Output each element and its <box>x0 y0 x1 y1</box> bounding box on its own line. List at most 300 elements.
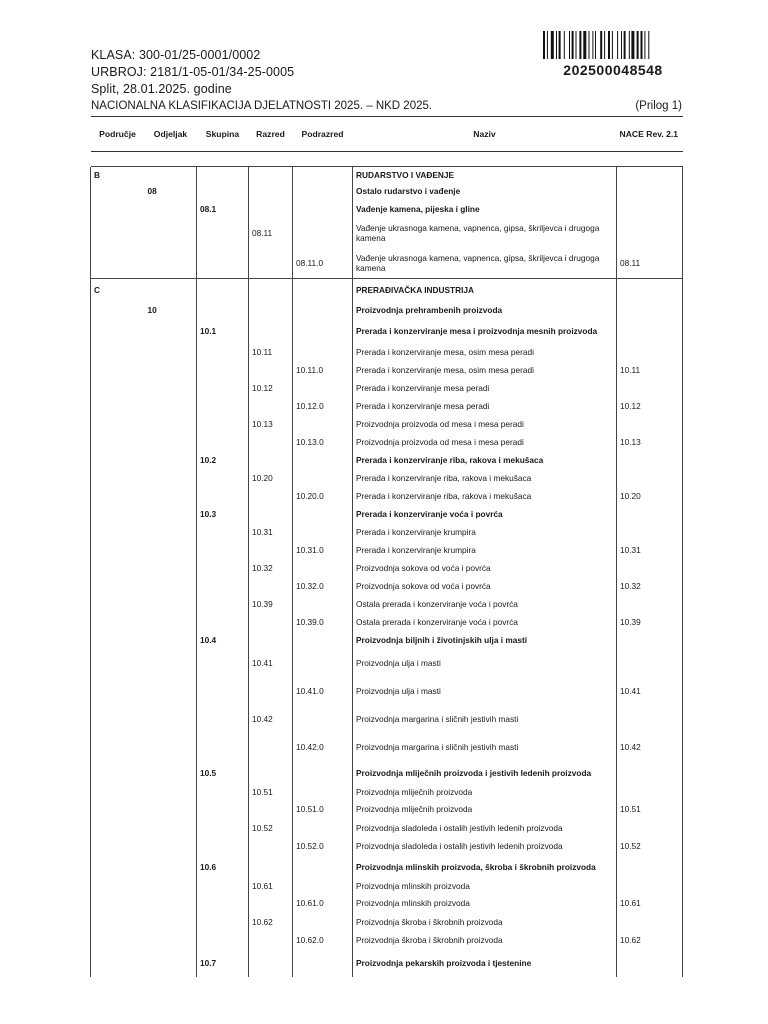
cell-podrucje <box>91 248 145 278</box>
cell-nace <box>617 218 683 248</box>
cell-razred: 10.31 <box>249 523 293 541</box>
cell-naziv: Proizvodnja ulja i masti <box>353 677 617 705</box>
cell-nace <box>617 559 683 577</box>
cell-skupina <box>197 218 249 248</box>
cell-razred <box>249 361 293 379</box>
cell-podrucje <box>91 415 145 433</box>
cell-nace: 10.42 <box>617 733 683 761</box>
cell-razred: 10.20 <box>249 469 293 487</box>
cell-naziv: Prerada i konzerviranje mesa, osim mesa peradi <box>353 361 617 379</box>
cell-skupina <box>197 613 249 631</box>
cell-nace <box>617 785 683 799</box>
cell-naziv: Ostalo rudarstvo i vađenje <box>353 182 617 200</box>
cell-podrucje <box>91 379 145 397</box>
cell-podrazred <box>293 705 353 733</box>
cell-naziv: Prerada i konzerviranje krumpira <box>353 541 617 559</box>
cell-odjeljak <box>145 785 197 799</box>
cell-odjeljak <box>145 879 197 893</box>
table-row <box>91 785 683 799</box>
cell-podrazred <box>293 343 353 361</box>
cell-naziv: Proizvodnja sokova od voća i povrća <box>353 577 617 595</box>
cell-podrazred <box>293 879 353 893</box>
cell-razred <box>249 433 293 451</box>
cell-nace: 10.11 <box>617 361 683 379</box>
cell-podrucje <box>91 785 145 799</box>
cell-razred: 08.11 <box>249 218 293 248</box>
cell-skupina <box>197 433 249 451</box>
cell-podrazred <box>293 301 353 319</box>
cell-nace: 10.61 <box>617 893 683 913</box>
cell-odjeljak <box>145 819 197 837</box>
cell-podrucje <box>91 649 145 677</box>
cell-podrazred: 10.12.0 <box>293 397 353 415</box>
cell-naziv: Vađenje ukrasnoga kamena, vapnenca, gipsa, škriljevca i drugoga kamena <box>353 218 617 248</box>
cell-odjeljak <box>145 855 197 879</box>
cell-podrucje <box>91 343 145 361</box>
cell-razred: 10.13 <box>249 415 293 433</box>
cell-podrucje <box>91 451 145 469</box>
cell-razred: 10.52 <box>249 819 293 837</box>
cell-skupina: 10.2 <box>197 451 249 469</box>
cell-odjeljak <box>145 541 197 559</box>
cell-skupina <box>197 879 249 893</box>
table-row <box>91 361 683 379</box>
cell-podrucje <box>91 879 145 893</box>
cell-razred <box>249 931 293 949</box>
table-row <box>91 167 683 182</box>
table-row <box>91 182 683 200</box>
cell-razred: 10.51 <box>249 785 293 799</box>
cell-odjeljak <box>145 649 197 677</box>
cell-skupina <box>197 301 249 319</box>
cell-nace <box>617 819 683 837</box>
cell-razred <box>249 397 293 415</box>
cell-razred <box>249 319 293 343</box>
cell-naziv: Proizvodnja mliječnih proizvoda <box>353 799 617 819</box>
cell-odjeljak <box>145 523 197 541</box>
cell-naziv: Proizvodnja margarina i sličnih jestivih masti <box>353 705 617 733</box>
cell-odjeljak <box>145 837 197 855</box>
cell-razred: 10.39 <box>249 595 293 613</box>
cell-odjeljak <box>145 613 197 631</box>
cell-naziv: Prerada i konzerviranje voća i povrća <box>353 505 617 523</box>
cell-nace <box>617 469 683 487</box>
cell-odjeljak <box>145 343 197 361</box>
cell-odjeljak <box>145 248 197 278</box>
table-row <box>91 631 683 649</box>
cell-odjeljak <box>145 595 197 613</box>
cell-naziv: Proizvodnja sladoleda i ostalih jestivih ledenih proizvoda <box>353 837 617 855</box>
table-row <box>91 893 683 913</box>
cell-nace <box>617 319 683 343</box>
cell-nace <box>617 379 683 397</box>
cell-naziv: Prerada i konzerviranje mesa i proizvodnja mesnih proizvoda <box>353 319 617 343</box>
cell-podrucje: B <box>91 167 145 182</box>
table-row <box>91 451 683 469</box>
cell-naziv: Proizvodnja mlinskih proizvoda, škroba i škrobnih proizvoda <box>353 855 617 879</box>
cell-podrucje <box>91 733 145 761</box>
cell-naziv: Prerada i konzerviranje riba, rakova i mekušaca <box>353 469 617 487</box>
cell-razred <box>249 200 293 218</box>
cell-podrucje <box>91 559 145 577</box>
cell-skupina <box>197 677 249 705</box>
cell-naziv: Proizvodnja sokova od voća i povrća <box>353 559 617 577</box>
cell-nace <box>617 167 683 182</box>
cell-nace <box>617 949 683 977</box>
cell-odjeljak <box>145 279 197 301</box>
cell-skupina: 10.4 <box>197 631 249 649</box>
place-date-line: Split, 28.01.2025. godine <box>91 82 232 96</box>
table-row <box>91 855 683 879</box>
cell-odjeljak <box>145 451 197 469</box>
cell-podrazred <box>293 279 353 301</box>
cell-naziv: Proizvodnja ulja i masti <box>353 649 617 677</box>
cell-skupina <box>197 541 249 559</box>
cell-naziv: PRERAĐIVAČKA INDUSTRIJA <box>353 279 617 301</box>
table-row <box>91 433 683 451</box>
cell-odjeljak <box>145 379 197 397</box>
cell-skupina <box>197 248 249 278</box>
cell-skupina <box>197 361 249 379</box>
cell-nace: 10.41 <box>617 677 683 705</box>
cell-podrazred <box>293 949 353 977</box>
cell-skupina: 10.6 <box>197 855 249 879</box>
urbroj-line: URBROJ: 2181/1-05-01/34-25-0005 <box>91 65 295 79</box>
cell-nace: 10.31 <box>617 541 683 559</box>
table-row <box>91 677 683 705</box>
table-row <box>91 279 683 301</box>
table-row <box>91 799 683 819</box>
cell-skupina <box>197 559 249 577</box>
cell-podrucje <box>91 761 145 785</box>
cell-podrucje <box>91 397 145 415</box>
cell-skupina <box>197 469 249 487</box>
cell-nace <box>617 631 683 649</box>
cell-naziv: Prerada i konzerviranje mesa peradi <box>353 397 617 415</box>
cell-razred <box>249 301 293 319</box>
cell-razred <box>249 505 293 523</box>
cell-podrazred: 10.52.0 <box>293 837 353 855</box>
cell-razred <box>249 613 293 631</box>
table-row <box>91 559 683 577</box>
cell-podrucje <box>91 433 145 451</box>
table-row <box>91 523 683 541</box>
cell-naziv: Ostala prerada i konzerviranje voća i povrća <box>353 613 617 631</box>
cell-podrazred <box>293 319 353 343</box>
cell-nace <box>617 415 683 433</box>
column-header-nace: NACE Rev. 2.1 <box>617 117 683 152</box>
cell-razred: 10.61 <box>249 879 293 893</box>
cell-nace <box>617 595 683 613</box>
table-row <box>91 319 683 343</box>
cell-razred: 10.32 <box>249 559 293 577</box>
cell-podrazred: 10.32.0 <box>293 577 353 595</box>
cell-podrazred <box>293 785 353 799</box>
cell-naziv: Proizvodnja škroba i škrobnih proizvoda <box>353 913 617 931</box>
cell-skupina <box>197 733 249 761</box>
document-title: NACIONALNA KLASIFIKACIJA DJELATNOSTI 2025. – NKD 2025. <box>91 100 433 112</box>
cell-podrucje <box>91 949 145 977</box>
cell-podrucje <box>91 855 145 879</box>
cell-naziv: Proizvodnja mlinskih proizvoda <box>353 893 617 913</box>
column-header-podrazred: Podrazred <box>293 117 353 152</box>
cell-naziv: Prerada i konzerviranje riba, rakova i mekušaca <box>353 487 617 505</box>
cell-odjeljak <box>145 893 197 913</box>
cell-podrucje <box>91 677 145 705</box>
cell-skupina <box>197 799 249 819</box>
cell-skupina: 08.1 <box>197 200 249 218</box>
cell-odjeljak <box>145 397 197 415</box>
cell-skupina <box>197 785 249 799</box>
cell-nace: 10.51 <box>617 799 683 819</box>
table-row <box>91 218 683 248</box>
cell-podrucje <box>91 469 145 487</box>
cell-skupina <box>197 279 249 301</box>
table-row <box>91 469 683 487</box>
cell-naziv: Proizvodnja sladoleda i ostalih jestivih ledenih proizvoda <box>353 819 617 837</box>
cell-razred <box>249 541 293 559</box>
cell-podrucje <box>91 577 145 595</box>
cell-nace <box>617 879 683 893</box>
cell-podrazred: 10.13.0 <box>293 433 353 451</box>
cell-odjeljak <box>145 218 197 248</box>
cell-odjeljak <box>145 761 197 785</box>
cell-podrazred <box>293 595 353 613</box>
cell-podrazred: 10.51.0 <box>293 799 353 819</box>
cell-podrucje <box>91 487 145 505</box>
cell-podrazred: 10.31.0 <box>293 541 353 559</box>
table-row <box>91 415 683 433</box>
cell-podrucje <box>91 505 145 523</box>
cell-podrazred: 10.20.0 <box>293 487 353 505</box>
cell-podrazred <box>293 182 353 200</box>
cell-nace: 10.52 <box>617 837 683 855</box>
cell-podrucje <box>91 218 145 248</box>
cell-naziv: Proizvodnja proizvoda od mesa i mesa peradi <box>353 415 617 433</box>
cell-odjeljak <box>145 631 197 649</box>
cell-razred <box>249 677 293 705</box>
table-row <box>91 949 683 977</box>
cell-nace <box>617 505 683 523</box>
cell-skupina <box>197 415 249 433</box>
cell-odjeljak <box>145 433 197 451</box>
cell-odjeljak <box>145 559 197 577</box>
table-row <box>91 613 683 631</box>
cell-podrucje <box>91 613 145 631</box>
cell-razred <box>249 855 293 879</box>
cell-nace: 10.12 <box>617 397 683 415</box>
cell-naziv: Proizvodnja mliječnih proizvoda <box>353 785 617 799</box>
cell-razred: 10.41 <box>249 649 293 677</box>
table-row <box>91 487 683 505</box>
cell-podrucje <box>91 799 145 819</box>
cell-nace <box>617 200 683 218</box>
table-header-row <box>91 117 683 152</box>
cell-naziv: Prerada i konzerviranje mesa, osim mesa peradi <box>353 343 617 361</box>
table-row <box>91 379 683 397</box>
cell-razred <box>249 949 293 977</box>
cell-skupina <box>197 343 249 361</box>
table-row <box>91 819 683 837</box>
cell-podrucje <box>91 595 145 613</box>
table-row <box>91 595 683 613</box>
cell-naziv: Prerada i konzerviranje mesa peradi <box>353 379 617 397</box>
cell-odjeljak <box>145 487 197 505</box>
cell-skupina: 10.3 <box>197 505 249 523</box>
cell-nace <box>617 913 683 931</box>
cell-nace: 08.11 <box>617 248 683 278</box>
cell-skupina <box>197 379 249 397</box>
cell-odjeljak <box>145 361 197 379</box>
table-row <box>91 913 683 931</box>
cell-odjeljak <box>145 677 197 705</box>
table-row <box>91 879 683 893</box>
column-header-skupina: Skupina <box>197 117 249 152</box>
cell-naziv: Proizvodnja pekarskih proizvoda i tjestenine <box>353 949 617 977</box>
cell-podrazred <box>293 631 353 649</box>
cell-nace <box>617 705 683 733</box>
cell-nace: 10.20 <box>617 487 683 505</box>
cell-podrucje <box>91 837 145 855</box>
cell-odjeljak <box>145 167 197 182</box>
cell-podrazred: 10.41.0 <box>293 677 353 705</box>
barcode-icon <box>543 31 683 59</box>
cell-odjeljak <box>145 705 197 733</box>
cell-razred <box>249 167 293 182</box>
cell-podrazred <box>293 559 353 577</box>
cell-skupina: 10.7 <box>197 949 249 977</box>
table-row <box>91 248 683 278</box>
cell-naziv: Vađenje kamena, pijeska i gline <box>353 200 617 218</box>
cell-podrazred: 10.42.0 <box>293 733 353 761</box>
cell-skupina <box>197 487 249 505</box>
table-row <box>91 705 683 733</box>
cell-skupina <box>197 523 249 541</box>
table-row <box>91 397 683 415</box>
attachment-label: (Prilog 1) <box>635 100 682 112</box>
cell-podrazred: 10.62.0 <box>293 931 353 949</box>
cell-naziv: Vađenje ukrasnoga kamena, vapnenca, gipsa, škriljevca i drugoga kamena <box>353 248 617 278</box>
cell-razred <box>249 279 293 301</box>
cell-odjeljak <box>145 469 197 487</box>
cell-naziv: Proizvodnja mlinskih proizvoda <box>353 879 617 893</box>
cell-podrucje <box>91 913 145 931</box>
cell-razred <box>249 893 293 913</box>
cell-podrazred <box>293 379 353 397</box>
cell-nace <box>617 451 683 469</box>
cell-podrucje <box>91 893 145 913</box>
column-header-razred: Razred <box>249 117 293 152</box>
cell-podrazred <box>293 218 353 248</box>
cell-odjeljak <box>145 949 197 977</box>
cell-skupina: 10.5 <box>197 761 249 785</box>
cell-skupina <box>197 167 249 182</box>
cell-podrucje <box>91 200 145 218</box>
barcode-block <box>543 31 683 78</box>
cell-podrucje <box>91 631 145 649</box>
cell-razred: 10.11 <box>249 343 293 361</box>
cell-podrazred: 10.11.0 <box>293 361 353 379</box>
table-row <box>91 200 683 218</box>
cell-odjeljak <box>145 931 197 949</box>
cell-razred <box>249 733 293 761</box>
cell-podrazred <box>293 761 353 785</box>
cell-razred: 10.62 <box>249 913 293 931</box>
cell-razred <box>249 182 293 200</box>
cell-nace <box>617 649 683 677</box>
cell-podrucje <box>91 705 145 733</box>
cell-skupina <box>197 893 249 913</box>
cell-podrazred <box>293 649 353 677</box>
table-row <box>91 649 683 677</box>
table-row <box>91 505 683 523</box>
cell-podrazred <box>293 415 353 433</box>
cell-skupina <box>197 819 249 837</box>
cell-skupina <box>197 837 249 855</box>
table-row <box>91 343 683 361</box>
cell-podrazred <box>293 200 353 218</box>
cell-odjeljak <box>145 799 197 819</box>
cell-podrazred <box>293 505 353 523</box>
cell-nace <box>617 523 683 541</box>
cell-podrazred <box>293 451 353 469</box>
cell-razred <box>249 837 293 855</box>
column-header-podrucje: Područje <box>91 117 145 152</box>
cell-nace <box>617 761 683 785</box>
table-row <box>91 301 683 319</box>
cell-skupina <box>197 577 249 595</box>
cell-odjeljak <box>145 319 197 343</box>
cell-odjeljak <box>145 733 197 761</box>
cell-odjeljak <box>145 577 197 595</box>
cell-podrucje <box>91 523 145 541</box>
cell-skupina <box>197 397 249 415</box>
cell-podrucje <box>91 541 145 559</box>
cell-razred <box>249 451 293 469</box>
cell-naziv: RUDARSTVO I VAĐENJE <box>353 167 617 182</box>
cell-skupina <box>197 649 249 677</box>
cell-odjeljak <box>145 913 197 931</box>
cell-odjeljak <box>145 200 197 218</box>
cell-razred <box>249 631 293 649</box>
cell-odjeljak: 10 <box>147 304 157 315</box>
cell-odjeljak <box>145 505 197 523</box>
cell-podrazred <box>293 469 353 487</box>
cell-odjeljak: 08 <box>147 186 157 196</box>
cell-nace <box>617 279 683 301</box>
classification-table <box>90 116 683 977</box>
cell-naziv: Proizvodnja prehrambenih proizvoda <box>353 301 617 319</box>
klasa-line: KLASA: 300-01/25-0001/0002 <box>91 48 261 62</box>
cell-naziv: Prerada i konzerviranje riba, rakova i mekušaca <box>353 451 617 469</box>
cell-naziv: Proizvodnja margarina i sličnih jestivih masti <box>353 733 617 761</box>
table-row <box>91 931 683 949</box>
cell-naziv: Proizvodnja biljnih i životinjskih ulja i masti <box>353 631 617 649</box>
cell-nace <box>617 182 683 200</box>
cell-odjeljak <box>145 415 197 433</box>
table-row <box>91 733 683 761</box>
cell-nace: 10.62 <box>617 931 683 949</box>
table-row <box>91 541 683 559</box>
cell-naziv: Proizvodnja mliječnih proizvoda i jestivih ledenih proizvoda <box>353 761 617 785</box>
cell-nace: 10.13 <box>617 433 683 451</box>
cell-podrazred <box>293 819 353 837</box>
cell-podrucje <box>91 301 145 319</box>
cell-razred <box>249 487 293 505</box>
cell-razred <box>249 799 293 819</box>
cell-podrucje <box>91 182 145 200</box>
cell-podrucje: C <box>91 279 145 301</box>
